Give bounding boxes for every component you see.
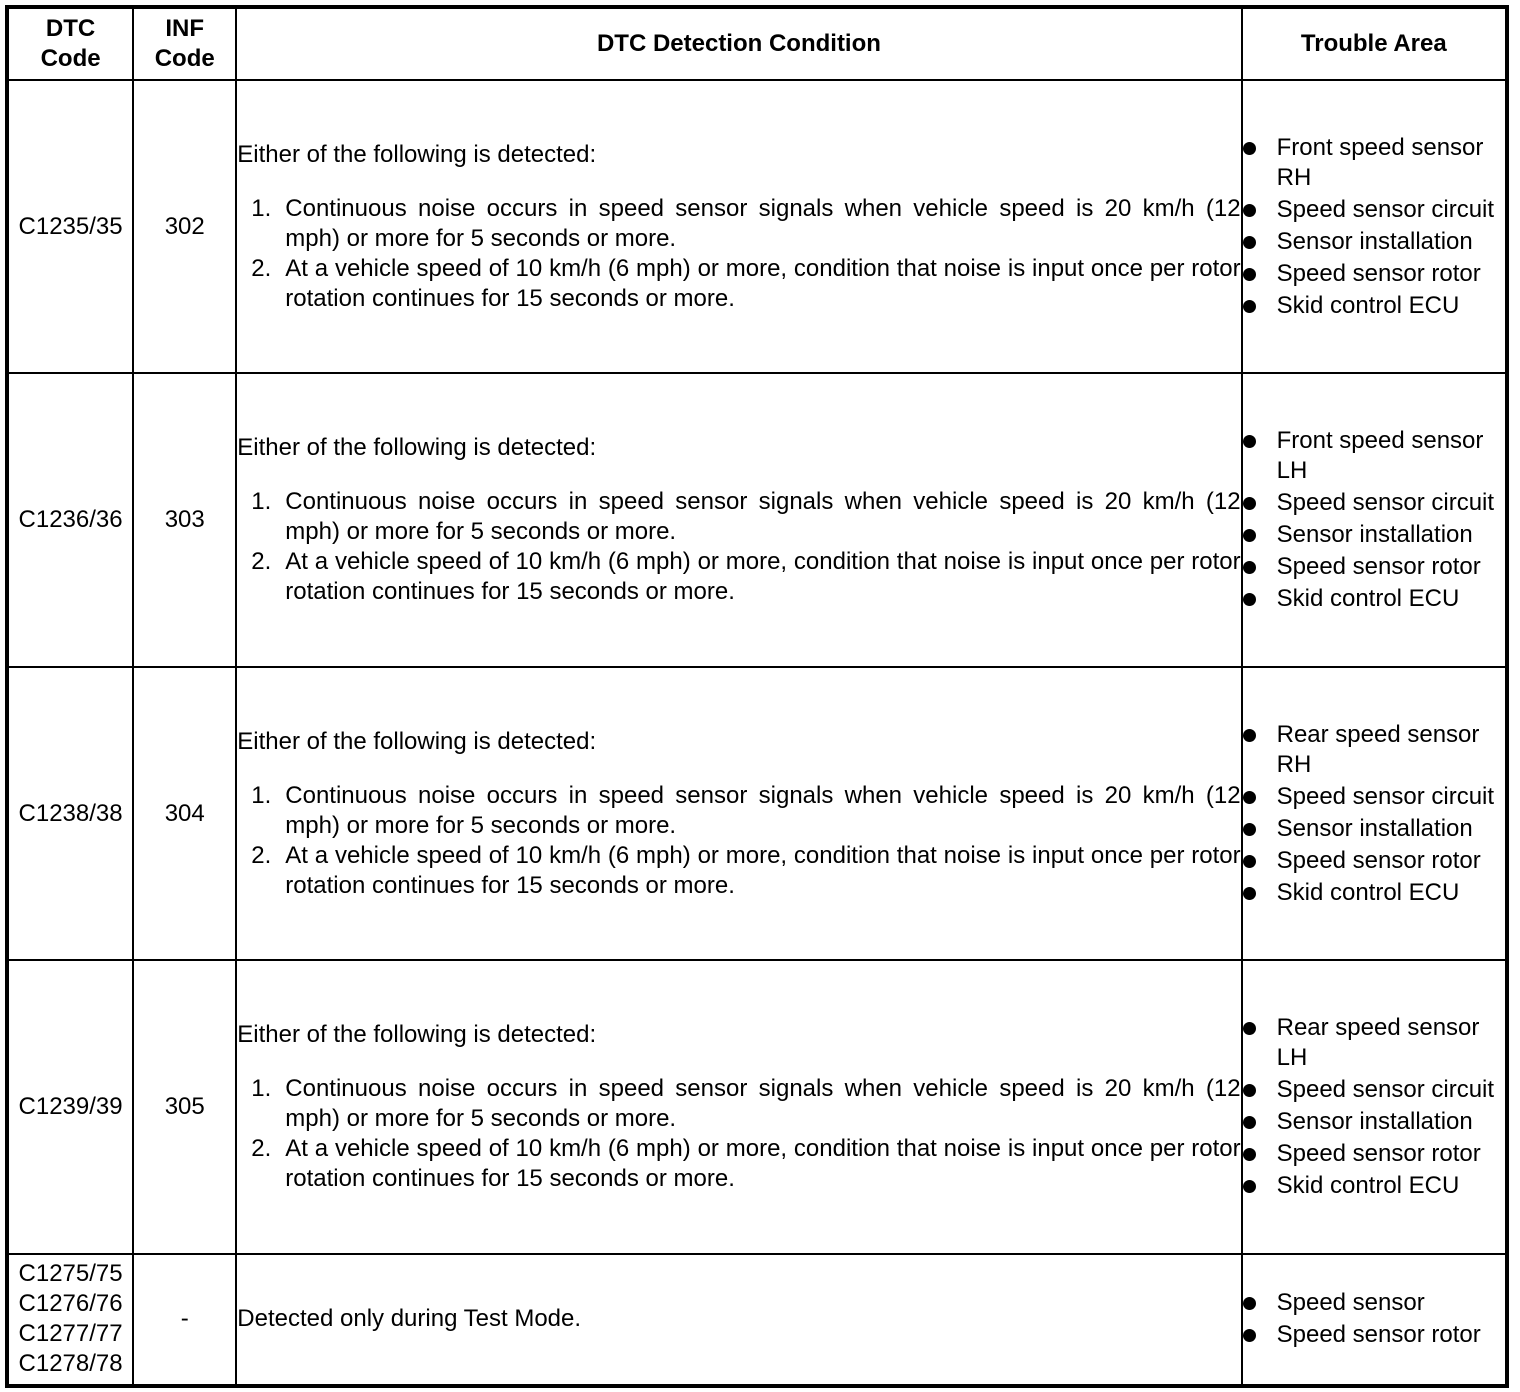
trouble-area-item [1243, 720, 1505, 780]
dtc-code-line: C1278/78 [18, 1350, 123, 1378]
condition-intro: Either of the following is detected: [237, 140, 597, 168]
condition-number: 1. [251, 1075, 272, 1103]
trouble-area-item [1243, 814, 1505, 844]
trouble-area-text: Sensor installation [1276, 521, 1473, 549]
trouble-area-item [1243, 1139, 1505, 1169]
trouble-area-cell [1242, 80, 1507, 373]
trouble-area-item [1243, 1107, 1505, 1137]
condition-text: Continuous noise occurs in speed sensor signals when vehicle speed is 20 km/h (12 mph) or more for 5 seconds or more. [285, 194, 1241, 252]
bullet-icon [1243, 1116, 1256, 1129]
bullet-icon [1243, 1329, 1256, 1342]
dtc-code-stack [9, 1259, 132, 1379]
trouble-area-text: Rear speed sensor RH [1276, 720, 1480, 778]
trouble-area-item [1243, 1013, 1505, 1073]
trouble-area-list [1243, 1288, 1505, 1350]
trouble-area-text: Rear speed sensor LH [1276, 1014, 1480, 1072]
trouble-area-list [1243, 1013, 1505, 1201]
bullet-icon [1243, 823, 1256, 836]
trouble-area-cell [1242, 667, 1507, 960]
bullet-icon [1243, 497, 1256, 510]
inf-code-cell: 302 [133, 80, 236, 373]
bullet-icon [1243, 142, 1256, 155]
trouble-area-cell [1242, 373, 1507, 666]
table-row [7, 667, 1507, 960]
bullet-icon [1243, 887, 1256, 900]
trouble-area-text: Speed sensor circuit [1276, 782, 1495, 810]
condition-list [237, 1074, 1240, 1194]
dtc-code-cell: C1236/36 [7, 373, 133, 666]
condition-list [237, 781, 1240, 901]
inf-code-cell: 304 [133, 667, 236, 960]
condition-cell [236, 667, 1241, 960]
trouble-area-text: Front speed sensor LH [1276, 427, 1484, 485]
table-row [7, 1254, 1507, 1386]
condition-cell [236, 960, 1241, 1253]
condition-number: 2. [251, 1135, 272, 1163]
trouble-area-text: Speed sensor [1276, 1289, 1425, 1317]
condition-text: At a vehicle speed of 10 km/h (6 mph) or more, condition that noise is input once per rotor rotation continues for 15 seconds or more. [285, 254, 1241, 312]
trouble-area-item [1243, 1171, 1505, 1201]
trouble-area-cell [1242, 960, 1507, 1253]
trouble-area-item [1243, 878, 1505, 908]
trouble-area-item [1243, 291, 1505, 321]
condition-text: At a vehicle speed of 10 km/h (6 mph) or more, condition that noise is input once per rotor rotation continues for 15 seconds or more. [285, 841, 1241, 899]
condition-number: 1. [251, 194, 272, 222]
condition-cell: Detected only during Test Mode. [236, 1254, 1241, 1386]
table-row [7, 80, 1507, 373]
condition-item [237, 781, 1240, 841]
condition-number: 1. [251, 781, 272, 809]
dtc-code-cell: C1238/38 [7, 667, 133, 960]
trouble-area-item [1243, 520, 1505, 550]
trouble-area-text: Skid control ECU [1276, 878, 1460, 906]
header-inf-code-line1: INF [165, 15, 205, 42]
condition-text: Continuous noise occurs in speed sensor signals when vehicle speed is 20 km/h (12 mph) or more for 5 seconds or more. [285, 488, 1241, 546]
bullet-icon [1243, 593, 1256, 606]
header-inf-code [133, 7, 236, 80]
trouble-area-item [1243, 259, 1505, 289]
condition-item [237, 841, 1240, 901]
trouble-area-text: Front speed sensor RH [1276, 133, 1484, 191]
dtc-code-cell: C1239/39 [7, 960, 133, 1253]
bullet-icon [1243, 204, 1256, 217]
header-dtc-code [7, 7, 133, 80]
dtc-code-line: C1276/76 [18, 1290, 123, 1318]
trouble-area-item [1243, 552, 1505, 582]
trouble-area-text: Skid control ECU [1276, 585, 1460, 613]
trouble-area-text: Sensor installation [1276, 227, 1473, 255]
condition-intro: Either of the following is detected: [237, 1021, 597, 1049]
dtc-code-cell [7, 1254, 133, 1386]
trouble-area-text: Speed sensor rotor [1276, 1321, 1481, 1349]
bullet-icon [1243, 435, 1256, 448]
bullet-icon [1243, 1022, 1256, 1035]
header-trouble-area: Trouble Area [1242, 7, 1507, 80]
trouble-area-text: Skid control ECU [1276, 1172, 1460, 1200]
bullet-icon [1243, 300, 1256, 313]
trouble-area-item [1243, 1320, 1505, 1350]
inf-code-cell: - [133, 1254, 236, 1386]
condition-item [237, 1074, 1240, 1134]
trouble-area-item [1243, 782, 1505, 812]
trouble-area-item [1243, 488, 1505, 518]
header-dtc-code-line1: DTC [45, 15, 96, 42]
bullet-icon [1243, 561, 1256, 574]
trouble-area-text: Speed sensor rotor [1276, 846, 1481, 874]
header-condition: DTC Detection Condition [236, 7, 1241, 80]
trouble-area-text: Sensor installation [1276, 1108, 1473, 1136]
trouble-area-text: Speed sensor circuit [1276, 1076, 1495, 1104]
condition-item [237, 1134, 1240, 1194]
trouble-area-text: Sensor installation [1276, 814, 1473, 842]
condition-number: 1. [251, 488, 272, 516]
condition-intro: Either of the following is detected: [237, 727, 597, 755]
bullet-icon [1243, 855, 1256, 868]
bullet-icon [1243, 236, 1256, 249]
trouble-area-text: Speed sensor circuit [1276, 489, 1495, 517]
table-row [7, 960, 1507, 1253]
condition-item [237, 254, 1240, 314]
trouble-area-list [1243, 133, 1505, 321]
dtc-code-line: C1277/77 [18, 1320, 123, 1348]
trouble-area-item [1243, 846, 1505, 876]
bullet-icon [1243, 268, 1256, 281]
trouble-area-text: Speed sensor rotor [1276, 1140, 1481, 1168]
condition-item [237, 194, 1240, 254]
dtc-code-line: C1275/75 [18, 1260, 123, 1288]
dtc-code-cell: C1235/35 [7, 80, 133, 373]
trouble-area-text: Speed sensor rotor [1276, 553, 1481, 581]
bullet-icon [1243, 1297, 1256, 1310]
bullet-icon [1243, 529, 1256, 542]
bullet-icon [1243, 729, 1256, 742]
trouble-area-text: Skid control ECU [1276, 291, 1460, 319]
condition-item [237, 487, 1240, 547]
trouble-area-list [1243, 720, 1505, 908]
header-dtc-code-line2: Code [40, 45, 101, 72]
trouble-area-item [1243, 1075, 1505, 1105]
condition-intro: Either of the following is detected: [237, 434, 597, 462]
trouble-area-text: Speed sensor circuit [1276, 195, 1495, 223]
condition-text: Continuous noise occurs in speed sensor signals when vehicle speed is 20 km/h (12 mph) or more for 5 seconds or more. [285, 781, 1241, 839]
trouble-area-item [1243, 133, 1505, 193]
bullet-icon [1243, 791, 1256, 804]
trouble-area-text: Speed sensor rotor [1276, 259, 1481, 287]
condition-list [237, 487, 1240, 607]
condition-number: 2. [251, 841, 272, 869]
trouble-area-list [1243, 426, 1505, 614]
bullet-icon [1243, 1084, 1256, 1097]
bullet-icon [1243, 1180, 1256, 1193]
condition-text: Continuous noise occurs in speed sensor signals when vehicle speed is 20 km/h (12 mph) or more for 5 seconds or more. [285, 1075, 1241, 1133]
inf-code-cell: 305 [133, 960, 236, 1253]
condition-list [237, 194, 1240, 314]
condition-number: 2. [251, 548, 272, 576]
trouble-area-item [1243, 195, 1505, 225]
trouble-area-item [1243, 584, 1505, 614]
trouble-area-item [1243, 1288, 1505, 1318]
trouble-area-item [1243, 227, 1505, 257]
condition-cell [236, 373, 1241, 666]
condition-item [237, 547, 1240, 607]
condition-cell [236, 80, 1241, 373]
trouble-area-cell [1242, 1254, 1507, 1386]
dtc-table [5, 5, 1509, 1388]
table-body [7, 80, 1507, 1386]
trouble-area-item [1243, 426, 1505, 486]
condition-number: 2. [251, 254, 272, 282]
table-header-row [7, 7, 1507, 80]
condition-text: At a vehicle speed of 10 km/h (6 mph) or more, condition that noise is input once per rotor rotation continues for 15 seconds or more. [285, 1135, 1241, 1193]
inf-code-cell: 303 [133, 373, 236, 666]
header-inf-code-line2: Code [154, 45, 215, 72]
table-row [7, 373, 1507, 666]
bullet-icon [1243, 1148, 1256, 1161]
condition-text: At a vehicle speed of 10 km/h (6 mph) or more, condition that noise is input once per rotor rotation continues for 15 seconds or more. [285, 548, 1241, 606]
